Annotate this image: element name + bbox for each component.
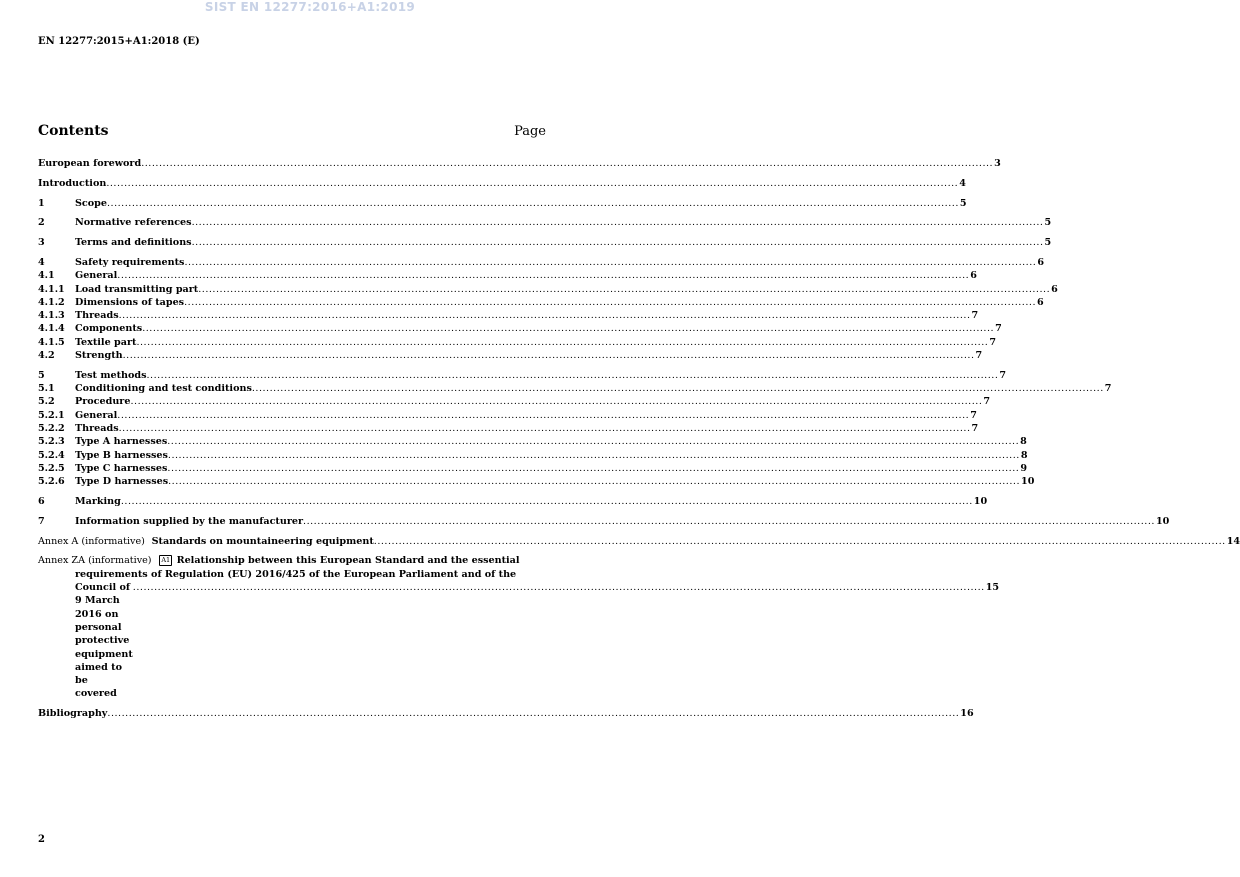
toc-entry-page: 9: [1020, 462, 1028, 474]
toc-entry-strength[interactable]: [38, 349, 983, 362]
toc-entry-type-d-harnesses[interactable]: [38, 475, 1035, 488]
toc-entry-type-c-harnesses[interactable]: [38, 462, 1028, 475]
toc-entry-number: 5.2.2: [38, 423, 65, 435]
toc-entry-number: 4.2: [38, 350, 55, 362]
toc-entry-introduction[interactable]: [38, 177, 966, 190]
toc-entry-title: Test methods: [75, 369, 147, 381]
toc-entry-annex-za[interactable]: [38, 554, 1000, 700]
page-number: 2: [38, 834, 45, 845]
toc-entry-title: Bibliography: [38, 708, 108, 720]
toc-leader-dots: [168, 449, 1020, 462]
contents-title: Contents: [38, 123, 109, 139]
toc-leader-dots: [117, 269, 969, 282]
toc-leader-dots: [119, 422, 971, 435]
toc-entry-page: 8: [1020, 436, 1027, 448]
table-of-contents: [38, 157, 1240, 720]
toc-entry-number: 4.1.3: [38, 310, 65, 322]
toc-entry-title: Normative references: [75, 217, 192, 229]
toc-entry-textile-part[interactable]: [38, 336, 997, 349]
toc-entry-number: 4.1.4: [38, 323, 65, 335]
toc-leader-dots: [167, 462, 1019, 475]
toc-entry-page: 3: [994, 158, 1001, 169]
toc-entry-page: 15: [985, 582, 1000, 594]
toc-entry-number: 4.1.1: [38, 283, 65, 295]
toc-entry-number: 5: [38, 369, 45, 381]
toc-entry-threads[interactable]: [38, 309, 979, 322]
page-column-label: Page: [514, 124, 546, 139]
toc-entry-page: 5: [1044, 217, 1052, 229]
toc-entry-page: 6: [1037, 296, 1044, 308]
toc-leader-dots: [374, 535, 1226, 548]
toc-entry-number: 4.1: [38, 270, 55, 282]
toc-entry-title: Type A harnesses: [75, 436, 168, 448]
toc-entry-title: Strength: [75, 350, 123, 362]
toc-entry-title: Load transmitting part: [75, 283, 199, 295]
toc-entry-page: 6: [970, 270, 977, 282]
toc-entry-title: General: [75, 409, 118, 421]
toc-entry-page: 7: [999, 369, 1007, 381]
toc-entry-page: 10: [1021, 476, 1035, 488]
annex-za-title-line-2: requirements of Regulation (EU) 2016/425 of the European Parliament and of the: [75, 568, 517, 580]
annex-za-line-3: [38, 581, 1000, 701]
toc-entry-procedure[interactable]: [38, 395, 991, 408]
toc-entry-title: Threads: [75, 423, 119, 435]
annex-za-title-line-3: Council of 9 March 2016 on personal protective equipment aimed to be covered: [75, 582, 133, 700]
toc-entry-page: 16: [960, 708, 974, 720]
toc-entry-page: 7: [1104, 383, 1112, 395]
toc-entry-page: 14: [1226, 535, 1240, 547]
toc-leader-dots: [141, 157, 993, 170]
toc-leader-dots: [121, 495, 973, 508]
toc-entry-title: Components: [75, 323, 143, 335]
toc-entry-title: Threads: [75, 310, 119, 322]
toc-entry-title: Type C harnesses: [75, 462, 168, 474]
watermark: SIST EN 12277:2016+A1:2019: [204, 0, 416, 14]
toc-leader-dots: [184, 296, 1036, 309]
toc-entry-page: 6: [1037, 256, 1045, 268]
toc-entry-number: 5.2.6: [38, 476, 65, 488]
toc-entry-safety-requirements[interactable]: [38, 256, 1045, 269]
toc-entry-components[interactable]: [38, 322, 1002, 335]
toc-entry-procedure-threads[interactable]: [38, 422, 979, 435]
toc-entry-normative-references[interactable]: [38, 216, 1052, 229]
toc-entry-number: 4.1.5: [38, 336, 65, 348]
toc-entry-title: Procedure: [75, 396, 131, 408]
toc-entry-title: Scope: [75, 197, 107, 209]
toc-entry-page: 7: [983, 396, 991, 408]
toc-entry-page: 6: [1051, 283, 1058, 295]
toc-entry-annex-a[interactable]: [38, 535, 1240, 548]
toc-leader-dots: [192, 216, 1044, 229]
toc-entry-terms-and-definitions[interactable]: [38, 236, 1052, 249]
toc-leader-dots: [252, 382, 1104, 395]
toc-entry-number: 3: [38, 237, 45, 249]
toc-entry-number: 5.2.1: [38, 409, 65, 421]
toc-leader-dots: [167, 435, 1019, 448]
toc-entry-page: 7: [970, 409, 977, 421]
toc-entry-bibliography[interactable]: [38, 707, 974, 720]
toc-entry-number: 4.1.2: [38, 296, 65, 308]
toc-entry-dimensions-of-tapes[interactable]: [38, 296, 1044, 309]
toc-entry-title: Terms and definitions: [75, 237, 192, 249]
toc-leader-dots: [130, 395, 982, 408]
toc-entry-page: 7: [971, 423, 979, 435]
toc-entry-page: 5: [1044, 237, 1052, 249]
toc-entry-page: 7: [995, 323, 1002, 335]
toc-entry-page: 4: [959, 177, 966, 189]
toc-entry-page: 7: [975, 350, 983, 362]
toc-entry-general[interactable]: [38, 269, 977, 282]
toc-entry-test-methods[interactable]: [38, 369, 1007, 382]
amendment-a1-marker-icon: A1: [159, 555, 172, 566]
toc-entry-number: 5.2.5: [38, 462, 65, 474]
toc-leader-dots: [142, 322, 994, 335]
toc-entry-number: 4: [38, 256, 45, 268]
toc-entry-page: 10: [973, 496, 988, 508]
toc-entry-number: 6: [38, 496, 45, 508]
toc-leader-dots: [107, 197, 959, 210]
toc-entry-title: Conditioning and test conditions: [75, 383, 252, 395]
toc-entry-title: Introduction: [38, 177, 107, 189]
toc-entry-title: Dimensions of tapes: [75, 296, 185, 308]
toc-entry-title: European foreword: [38, 158, 142, 169]
toc-entry-load-transmitting-part[interactable]: [38, 283, 1058, 296]
toc-entry-number: 5.1: [38, 383, 55, 395]
annex-a-title: Standards on mountaineering equipment: [151, 535, 374, 547]
toc-leader-dots: [184, 256, 1036, 269]
toc-entry-page: 10: [1155, 515, 1170, 527]
toc-leader-dots: [198, 283, 1050, 296]
toc-entry-number: 5.2.3: [38, 436, 65, 448]
toc-entry-type-a-harnesses[interactable]: [38, 435, 1027, 448]
toc-entry-type-b-harnesses[interactable]: [38, 449, 1028, 462]
toc-entry-page: 5: [959, 197, 967, 209]
toc-entry-information-supplied[interactable]: [38, 515, 1170, 528]
toc-leader-dots: [107, 707, 959, 720]
toc-entry-title: [38, 535, 374, 548]
toc-entry-number: 7: [38, 515, 45, 527]
toc-entry-number: 1: [38, 197, 45, 209]
toc-entry-conditioning[interactable]: [38, 382, 1112, 395]
toc-leader-dots: [168, 475, 1020, 488]
toc-entry-page: 7: [989, 336, 997, 348]
toc-entry-scope[interactable]: [38, 197, 967, 210]
toc-leader-dots: [136, 336, 988, 349]
toc-leader-dots: [303, 515, 1155, 528]
annex-za-line-1: [38, 554, 546, 567]
toc-leader-dots: [133, 581, 985, 594]
toc-leader-dots: [117, 409, 969, 422]
toc-entry-european-foreword[interactable]: [38, 157, 1001, 170]
document-header: EN 12277:2015+A1:2018 (E): [38, 36, 200, 47]
toc-entry-number: 2: [38, 217, 45, 229]
toc-leader-dots: [146, 369, 998, 382]
contents-heading-row: [38, 123, 546, 139]
toc-entry-procedure-general[interactable]: [38, 409, 977, 422]
toc-entry-number: 5.2: [38, 396, 55, 408]
toc-entry-title: Information supplied by the manufacturer: [75, 515, 304, 527]
toc-entry-title: Marking: [75, 496, 121, 508]
toc-entry-number: 5.2.4: [38, 449, 65, 461]
annex-za-title-line-1: Relationship between this European Standard and the essential: [176, 555, 520, 567]
toc-leader-dots: [106, 177, 958, 190]
toc-entry-marking[interactable]: [38, 495, 988, 508]
toc-leader-dots: [192, 236, 1044, 249]
toc-entry-page: 8: [1020, 449, 1028, 461]
toc-leader-dots: [119, 309, 971, 322]
annex-a-lead: Annex A (informative): [38, 535, 145, 547]
toc-entry-title: General: [75, 270, 118, 282]
annex-za-lead: Annex ZA (informative): [38, 555, 152, 567]
toc-entry-page: 7: [971, 310, 979, 322]
toc-entry-title: Type B harnesses: [75, 449, 168, 461]
toc-entry-title: Type D harnesses: [75, 476, 169, 488]
toc-entry-title: Textile part: [75, 336, 137, 348]
toc-entry-title: Safety requirements: [75, 256, 185, 268]
toc-leader-dots: [123, 349, 975, 362]
